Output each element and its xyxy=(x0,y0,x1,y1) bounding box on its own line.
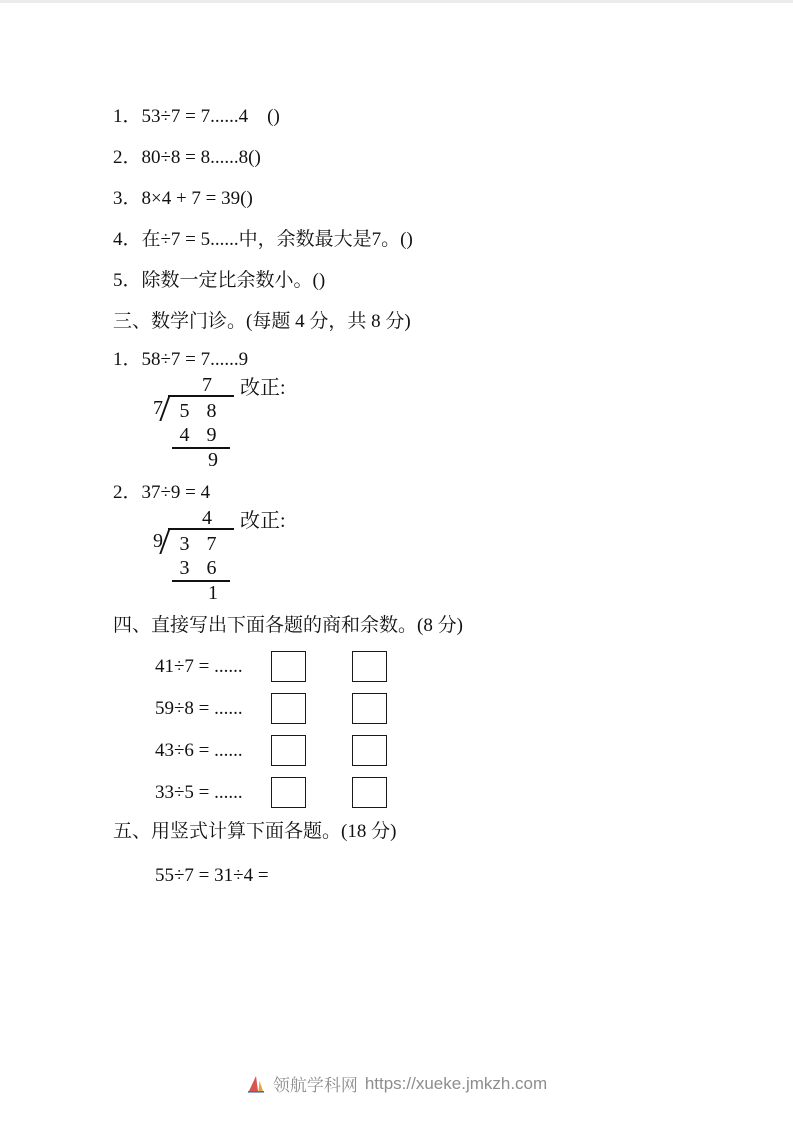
judge-item-2: 2．80÷8 = 8......8() xyxy=(113,147,261,168)
long-division-2-work xyxy=(148,508,234,605)
long-division-1-work xyxy=(148,375,234,472)
worksheet-content xyxy=(0,3,793,889)
section4-heading: 四、直接写出下面各题的商和余数。(8 分) xyxy=(113,615,463,636)
site-logo-icon xyxy=(246,1074,266,1094)
remainder-answer-box[interactable] xyxy=(352,777,387,808)
expression: 33÷5 = ...... xyxy=(155,781,243,803)
clinic-item-2-statement: 2．37÷9 = 4 xyxy=(113,482,211,503)
clinic-item-1-statement: 1．58÷7 = 7......9 xyxy=(113,349,249,370)
quotient: 7 xyxy=(202,374,212,396)
dividend: 3 7 xyxy=(168,528,234,557)
quotient-answer-box[interactable] xyxy=(271,735,306,766)
section3-heading: 三、数学门诊。(每题 4 分，共 8 分) xyxy=(113,311,411,332)
expression: 41÷7 = ...... xyxy=(155,655,243,677)
section5-heading: 五、用竖式计算下面各题。(18 分) xyxy=(113,821,397,842)
judge-item-4: 4．在÷7 = 5......中，余数最大是7。() xyxy=(113,229,413,250)
remainder-answer-box[interactable] xyxy=(352,693,387,724)
product: 4 9 xyxy=(172,424,230,449)
quotient: 4 xyxy=(202,507,212,529)
divisor: 7 xyxy=(153,397,163,419)
quotient-answer-box[interactable] xyxy=(271,693,306,724)
remainder: 1 xyxy=(208,582,218,604)
dividend: 5 8 xyxy=(168,395,234,424)
answer-row-4 xyxy=(155,777,753,808)
footer-url[interactable]: https://xueke.jmkzh.com xyxy=(364,1073,548,1093)
answer-row-1 xyxy=(155,651,753,682)
quotient-answer-box[interactable] xyxy=(271,777,306,808)
expression: 43÷6 = ...... xyxy=(155,739,243,761)
correction-label-1: 改正: xyxy=(240,377,286,399)
remainder-answer-box[interactable] xyxy=(352,735,387,766)
long-division-1 xyxy=(148,375,753,472)
footer-site-name: 领航学科网 xyxy=(272,1076,358,1095)
answer-row-2 xyxy=(155,693,753,724)
site-footer xyxy=(0,1071,793,1096)
vertical-calc-problems: 55÷7 = 31÷4 = xyxy=(155,865,269,886)
divisor: 9 xyxy=(153,530,163,552)
answer-row-3 xyxy=(155,735,753,766)
product: 3 6 xyxy=(172,557,230,582)
remainder: 9 xyxy=(208,449,218,471)
quotient-answer-box[interactable] xyxy=(271,651,306,682)
judge-item-3: 3．8×4 + 7 = 39() xyxy=(113,188,253,209)
remainder-answer-box[interactable] xyxy=(352,651,387,682)
judge-item-5: 5．除数一定比余数小。() xyxy=(113,270,326,291)
long-division-2 xyxy=(148,508,753,605)
expression: 59÷8 = ...... xyxy=(155,697,243,719)
judge-item-1: 1．53÷7 = 7......4 () xyxy=(113,106,280,127)
correction-label-2: 改正: xyxy=(240,510,286,532)
